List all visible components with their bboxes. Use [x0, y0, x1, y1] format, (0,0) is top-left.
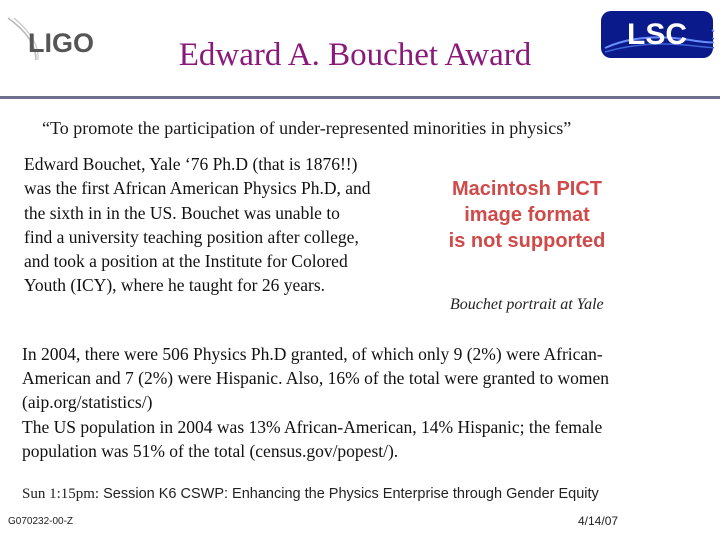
ligo-logo-text: LIGO	[28, 28, 94, 58]
document-id: G070232-00-Z	[8, 516, 74, 527]
slide-title: Edward A. Bouchet Award	[178, 37, 532, 73]
bio-line: find a university teaching position after college,	[24, 226, 359, 247]
image-unsupported-placeholder	[432, 176, 622, 254]
bio-line: was the first African American Physics Ph.D, and	[24, 178, 371, 199]
bio-line: Youth (ICY), where he taught for 26 years.	[24, 275, 326, 296]
bio-line: and took a position at the Institute for Colored	[24, 251, 348, 272]
ligo-logo	[6, 12, 116, 62]
session-note	[22, 485, 599, 503]
stats-line: The US population in 2004 was 13% African-American, 14% Hispanic; the female	[22, 416, 603, 437]
stats-line: In 2004, there were 506 Physics Ph.D granted, of which only 9 (2%) were African-	[22, 344, 603, 364]
statistics-paragraph	[22, 342, 712, 463]
lsc-logo-text: LSC	[627, 18, 687, 51]
lsc-logo	[600, 10, 714, 60]
placeholder-line: is not supported	[448, 230, 606, 252]
header-divider	[0, 96, 720, 99]
bio-paragraph	[24, 152, 434, 298]
bio-line: the sixth in in the US. Bouchet was unable to	[24, 202, 340, 223]
portrait-caption: Bouchet portrait at Yale	[450, 296, 604, 313]
session-time: Sun 1:15pm:	[22, 486, 100, 502]
slide-date: 4/14/07	[578, 514, 619, 528]
bio-line: Edward Bouchet, Yale ‘76 Ph.D (that is 1876!!)	[24, 154, 358, 174]
session-description: Session K6 CSWP: Enhancing the Physics Enterprise through Gender Equity	[103, 486, 599, 502]
placeholder-line: image format	[464, 204, 590, 226]
quote-text: “To promote the participation of under-represented minorities in physics”	[42, 118, 572, 138]
stats-line: American and 7 (2%) were Hispanic. Also, 16% of the total were granted to women	[22, 368, 610, 389]
stats-line: (aip.org/statistics/)	[22, 392, 153, 413]
placeholder-line: Macintosh PICT	[451, 178, 602, 200]
stats-line: population was 51% of the total (census.gov/popest/).	[22, 440, 399, 461]
